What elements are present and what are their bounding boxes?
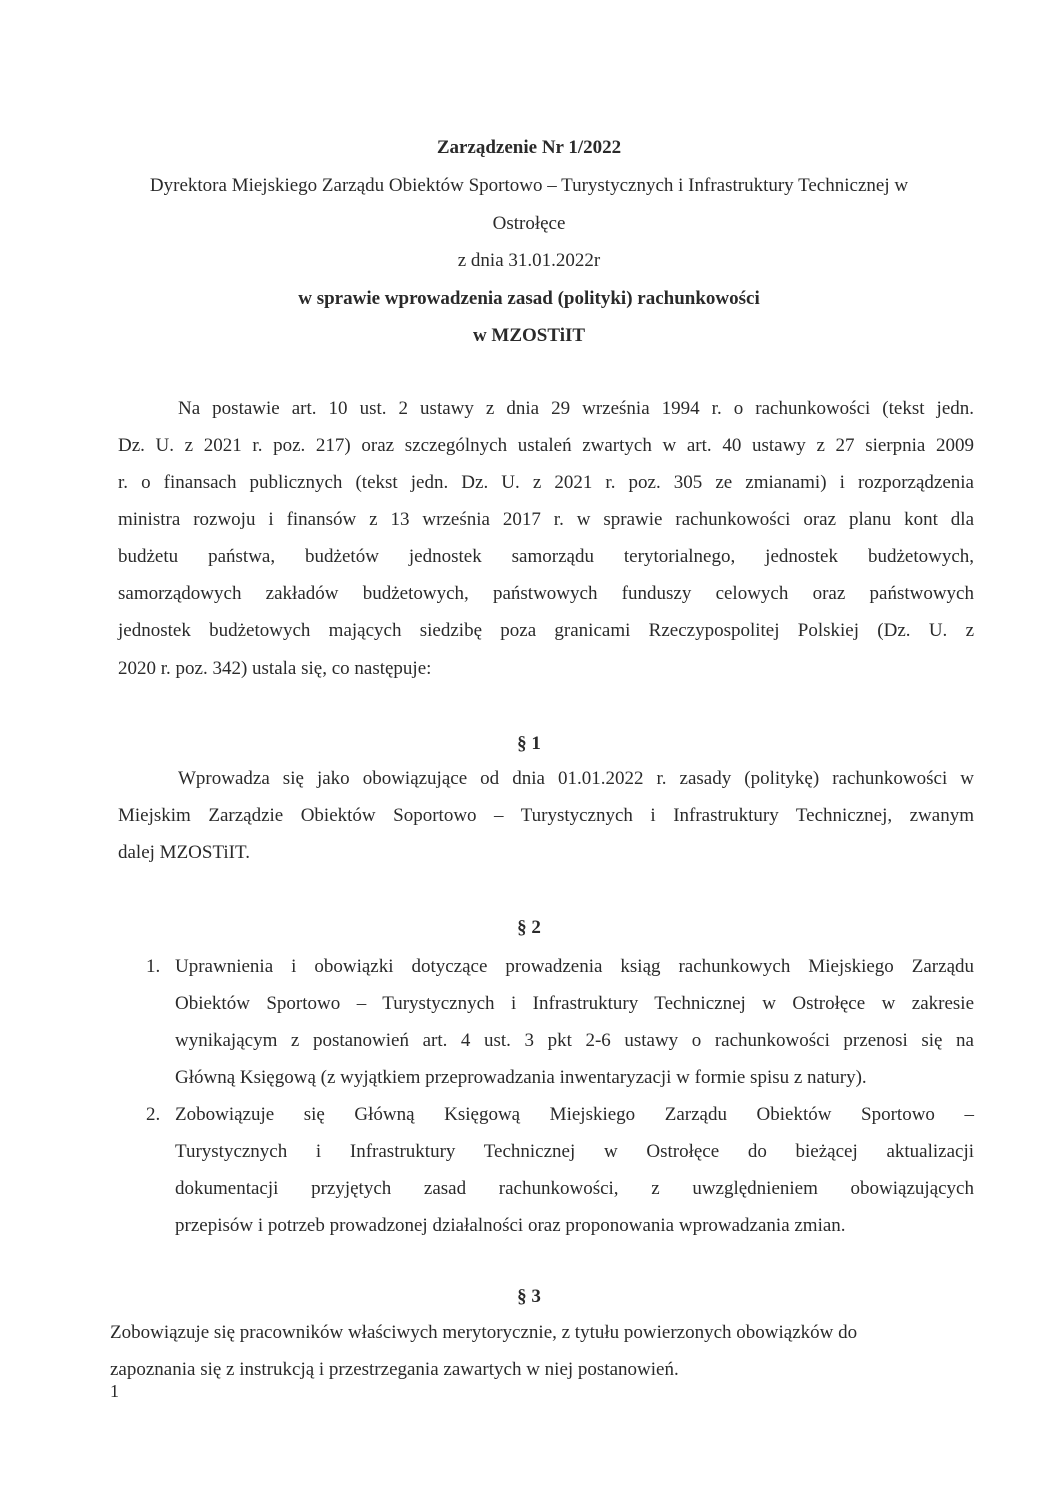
issuer-line-1: Dyrektora Miejskiego Zarządu Obiektów Sportowo – Turystycznych i Infrastruktury Technicznej w [149,175,909,196]
subject-line-2: w MZOSTiIT [472,325,586,346]
page-number: 1 [110,1381,119,1401]
preamble-line: r. o finansach publicznych (tekst jedn. Dz. U. z 2021 r. poz. 305 ze zmianami) i rozporządzenia [118,472,974,493]
document-title: Zarządzenie Nr 1/2022 [436,137,622,158]
list-item-line: Główną Księgową (z wyjątkiem przeprowadzania inwentaryzacji w formie spisu z natury). [175,1067,867,1088]
list-item-line: przepisów i potrzeb prowadzonej działalności oraz proponowania wprowadzania zmian. [175,1215,846,1236]
list-item-line: wynikającym z postanowień art. 4 ust. 3 pkt 2-6 ustawy o rachunkowości przenosi się na [175,1030,974,1051]
section-3-line: zapoznania się z instrukcją i przestrzegania zawartych w niej postanowień. [110,1359,679,1380]
issuer-line-2: Ostrołęce [492,213,566,234]
section-1-line: dalej MZOSTiIT. [118,842,250,863]
preamble-line: Dz. U. z 2021 r. poz. 217) oraz szczególnych ustaleń zwartych w art. 40 ustawy z 27 sierpnia 2009 [118,435,974,456]
list-item-line: Uprawnienia i obowiązki dotyczące prowadzenia ksiąg rachunkowych Miejskiego Zarządu [175,956,974,977]
section-2-heading: § 2 [517,917,541,938]
subject-line-1: w sprawie wprowadzenia zasad (polityki) rachunkowości [298,288,760,309]
list-item-number: 2. [146,1104,161,1125]
preamble-line: Na postawie art. 10 ust. 2 ustawy z dnia 29 września 1994 r. o rachunkowości (tekst jedn. [178,398,974,419]
section-3-heading: § 3 [517,1286,541,1307]
preamble-line: samorządowych zakładów budżetowych, państwowych funduszy celowych oraz państwowych [118,583,974,604]
section-3-line: Zobowiązuje się pracowników właściwych merytorycznie, z tytułu powierzonych obowiązków do [110,1322,858,1343]
preamble-line: ministra rozwoju i finansów z 13 września 2017 r. w sprawie rachunkowości oraz planu kont dla [118,509,974,530]
preamble-line: 2020 r. poz. 342) ustala się, co następuje: [118,658,432,679]
section-1-line: Wprowadza się jako obowiązujące od dnia 01.01.2022 r. zasady (politykę) rachunkowości w [178,768,974,789]
section-1-heading: § 1 [517,733,541,754]
list-item-line: Zobowiązuje się Główną Księgową Miejskiego Zarządu Obiektów Sportowo – [175,1104,974,1125]
preamble-line: budżetu państwa, budżetów jednostek samorządu terytorialnego, jednostek budżetowych, [118,546,974,567]
document-date: z dnia 31.01.2022r [457,250,601,271]
preamble-line: jednostek budżetowych mających siedzibę poza granicami Rzeczypospolitej Polskiej (Dz. U. z [118,620,974,641]
list-item-line: Obiektów Sportowo – Turystycznych i Infrastruktury Technicznej w Ostrołęce w zakresie [175,993,974,1014]
list-item-line: dokumentacji przyjętych zasad rachunkowości, z uwzględnieniem obowiązujących [175,1178,974,1199]
section-1-line: Miejskim Zarządzie Obiektów Soportowo – Turystycznych i Infrastruktury Technicznej, zwanym [118,805,974,826]
list-item-line: Turystycznych i Infrastruktury Technicznej w Ostrołęce do bieżącej aktualizacji [175,1141,974,1162]
list-item-number: 1. [146,956,161,977]
